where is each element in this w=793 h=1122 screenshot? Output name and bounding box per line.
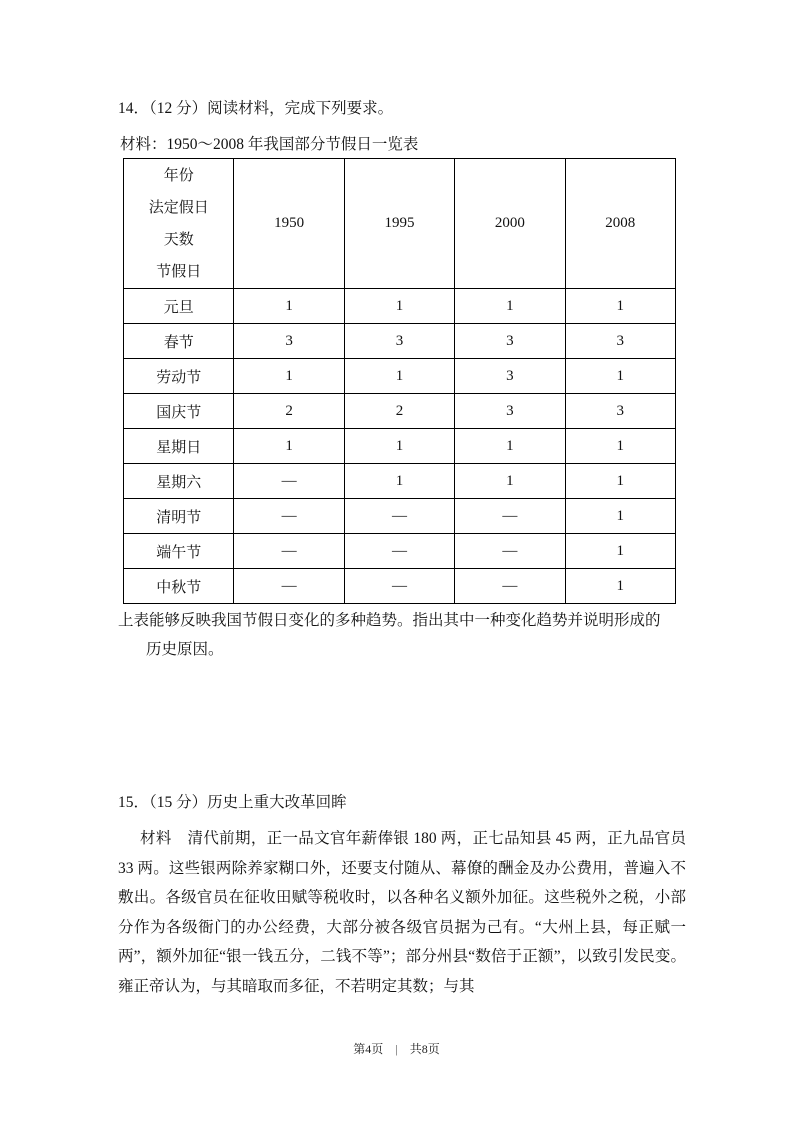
table-row [124, 289, 676, 324]
holiday-name: 元旦 [124, 289, 234, 324]
table-cell: 1 [455, 289, 565, 324]
table-cell: 1 [344, 429, 454, 464]
table-cell: — [234, 464, 344, 499]
corner-line-days: 天数 [163, 231, 194, 248]
table-cell: 1 [344, 464, 454, 499]
table-cell: 3 [455, 394, 565, 429]
holiday-name: 清明节 [124, 499, 234, 534]
footer-page-total: 共8页 [409, 1042, 440, 1056]
table-cell: 3 [455, 324, 565, 359]
table-row [124, 324, 676, 359]
holiday-table-wrapper [123, 158, 676, 604]
prompt-line-1: 上表能够反映我国节假日变化的多种趋势。指出其中一种变化趋势并说明形成的 [118, 612, 661, 629]
holiday-table [123, 158, 676, 604]
holiday-name: 中秋节 [124, 569, 234, 604]
table-cell: 3 [344, 324, 454, 359]
table-cell: — [344, 534, 454, 569]
holiday-name: 劳动节 [124, 359, 234, 394]
table-cell: 1 [344, 359, 454, 394]
table-cell: — [455, 499, 565, 534]
holiday-name: 星期日 [124, 429, 234, 464]
table-cell: 3 [455, 359, 565, 394]
table-header-row [124, 159, 676, 289]
table-cell: 1 [234, 359, 344, 394]
table-cell: — [455, 534, 565, 569]
table-cell: 1 [565, 289, 675, 324]
table-cell: 1 [565, 499, 675, 534]
holiday-name: 端午节 [124, 534, 234, 569]
holiday-name: 星期六 [124, 464, 234, 499]
page-footer [0, 1040, 793, 1057]
table-cell: — [455, 569, 565, 604]
question-15-material-paragraph: 材料 清代前期，正一品文官年薪俸银 180 两，正七品知县 45 两，正九品官员 33 两。这些银两除养家糊口外，还要支付随从、幕僚的酬金及办公费用，普遍入不敷出。各级官员在征收田赋等税收时，以各种名义额外加征。这些税外之税，小部分作为各级衙门的办公经费，大部分被各级官员据为己有。“大州上县，每正赋一两”，额外加征“银一钱五分，二钱不等”；部分州县“数倍于正额”，以致引发民变。雍正帝认为，与其暗取而多征，不若明定其数；与其 [118, 830, 686, 995]
question-14-material-label: 材料：1950～2008 年我国部分节假日一览表 [120, 136, 419, 153]
year-header: 1950 [234, 159, 344, 289]
corner-line-year: 年份 [163, 167, 194, 184]
year-header: 2008 [565, 159, 675, 289]
table-row [124, 359, 676, 394]
table-cell: 3 [565, 394, 675, 429]
corner-line-legal-holiday: 法定假日 [148, 199, 209, 216]
table-cell: 1 [565, 569, 675, 604]
table-cell: 1 [455, 429, 565, 464]
question-15-heading: 15．（15 分）历史上重大改革回眸 [118, 794, 347, 811]
table-row [124, 569, 676, 604]
footer-separator: | [395, 1042, 398, 1056]
table-cell: — [344, 569, 454, 604]
table-cell: 1 [565, 359, 675, 394]
table-cell: 3 [234, 324, 344, 359]
table-corner-cell [124, 159, 234, 289]
table-cell: — [234, 534, 344, 569]
table-cell: 1 [234, 429, 344, 464]
table-cell: — [234, 569, 344, 604]
table-row [124, 534, 676, 569]
table-cell: 3 [565, 324, 675, 359]
table-cell: 1 [455, 464, 565, 499]
table-row [124, 499, 676, 534]
table-cell: 2 [344, 394, 454, 429]
footer-page-current: 第4页 [353, 1042, 384, 1056]
table-cell: — [234, 499, 344, 534]
year-header: 2000 [455, 159, 565, 289]
year-header: 1995 [344, 159, 454, 289]
corner-line-holiday: 节假日 [156, 263, 202, 280]
table-cell: 1 [565, 429, 675, 464]
holiday-name: 国庆节 [124, 394, 234, 429]
question-14-heading: 14．（12 分）阅读材料，完成下列要求。 [118, 100, 394, 117]
table-cell: 1 [565, 464, 675, 499]
table-cell: 2 [234, 394, 344, 429]
prompt-line-2: 历史原因。 [146, 641, 224, 658]
table-row [124, 464, 676, 499]
table-row [124, 394, 676, 429]
table-row [124, 429, 676, 464]
question-14-prompt [118, 606, 684, 664]
table-cell: 1 [234, 289, 344, 324]
holiday-name: 春节 [124, 324, 234, 359]
table-cell: — [344, 499, 454, 534]
table-cell: 1 [565, 534, 675, 569]
table-cell: 1 [344, 289, 454, 324]
